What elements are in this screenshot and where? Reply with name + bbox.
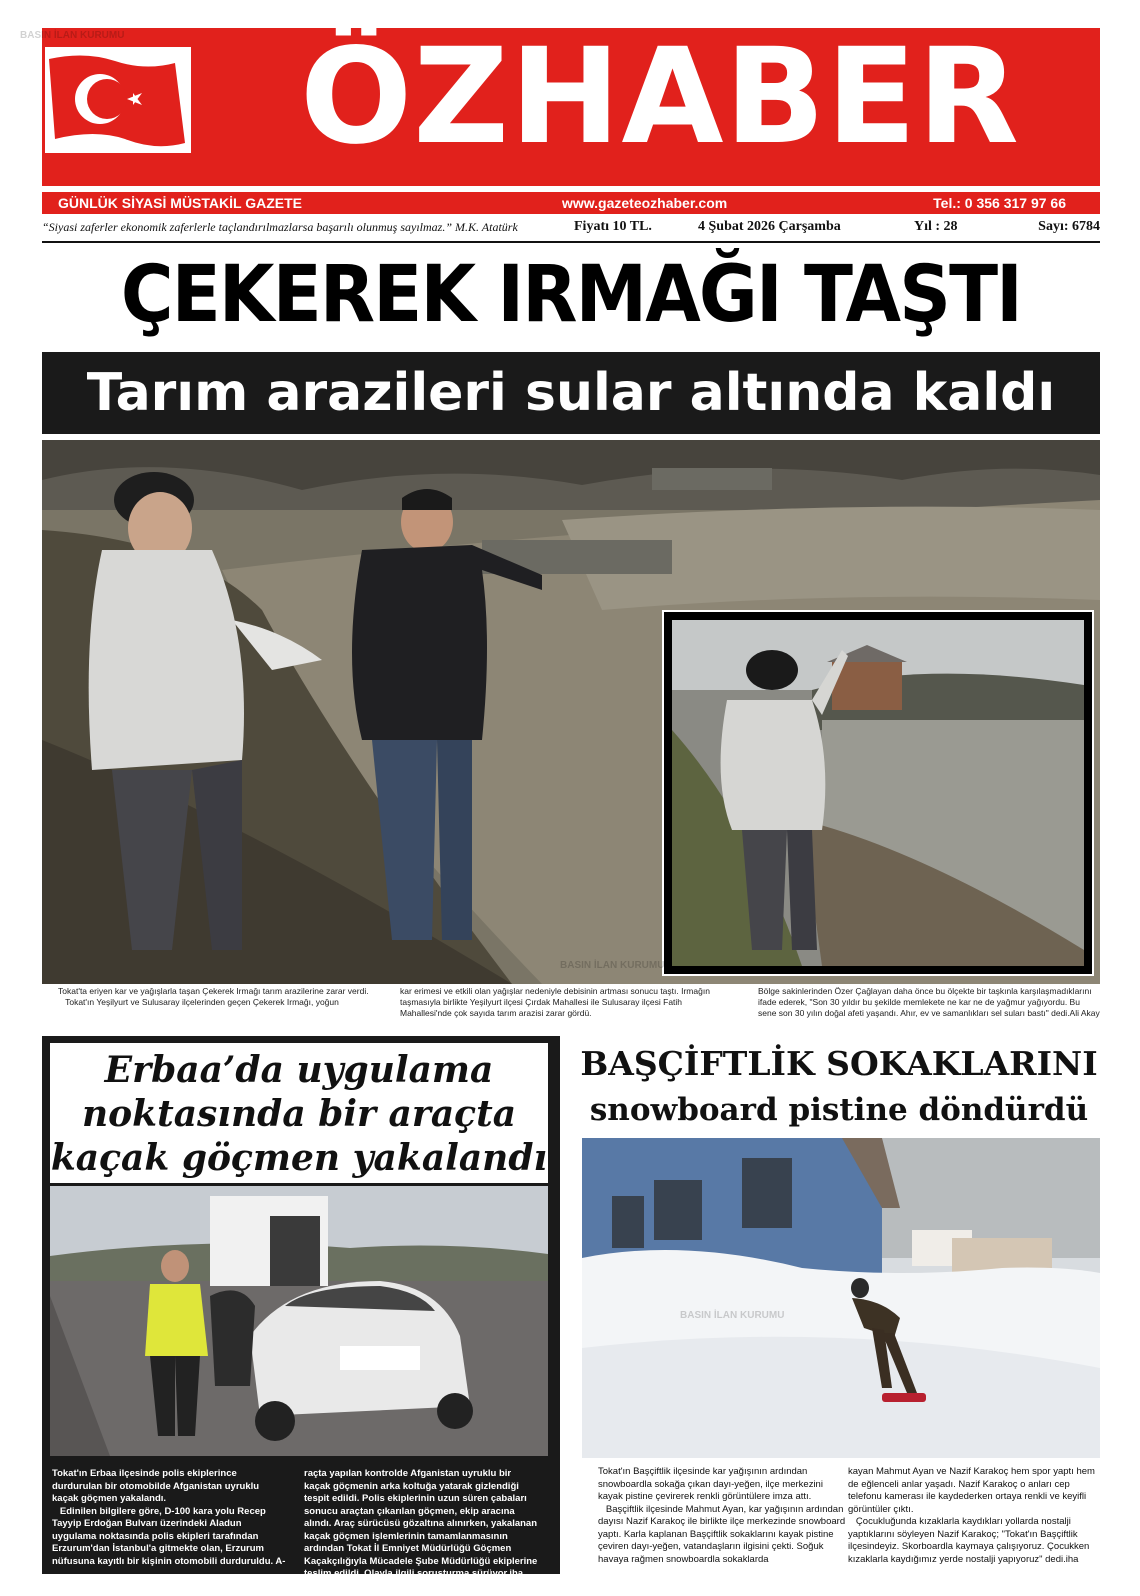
year: Yıl : 28 (914, 219, 958, 234)
info-line (42, 216, 1100, 238)
basciftlik-col1: Tokat'ın Başçiftlik ilçesinde kar yağışının ardından snowboardla sokağa çıkan dayı-yeğen, ilçe merkezini kayak pistine çevirerek renkli görüntülere imza attı. Başçiftlik ilçesinde Mahmut Ayan, kar yağışının ardından dayısı Nazif Karakoç ile birlikte ilçe merkezinde snowboard yaptı. Karla kaplanan Başçiftlik sokaklarını kayak pistine çeviren dayı-yeğen, vatandaşların ilgisini çekti. Soğuk havaya rağmen snowboardla sokaklarda (598, 1466, 846, 1565)
newspaper-logo: ÖZHABER (300, 20, 1020, 174)
issue-date: 4 Şubat 2026 Çarşamba (698, 219, 841, 234)
website-link[interactable]: www.gazeteozhaber.com (562, 195, 728, 211)
erbaa-col2: raçta yapılan kontrolde Afganistan uyruklu bir kaçak göçmenin arka koltuğa yatarak gizlendiği tespit edildi. Polis ekiplerinin uzun süren çabaları sonucu araçtan çıkarılan göçmen, ekip aracına alındı. Araç sürücüsü gözaltına alınırken, yakalanan kaçak göçmen işlemlerinin tamamlanmasının ardından Tokat İl Emniyet Müdürlüğü Göçmen Kaçakçılığıyla Mücadele Şube Müdürlüğü ekiplerine teslim edildi. Olayla ilgili soruşturma sürüyor.iha (304, 1468, 538, 1579)
phone-number: Tel.: 0 356 317 97 66 (933, 195, 1066, 211)
erbaa-story (42, 1036, 560, 1462)
main-story-col3: Bölge sakinlerinden Özer Çağlayan daha önce bu ölçekte bir taşkınla karşılaşmadıklarını ifade ederek, "Son 30 yıldır bu şekilde memlekete ne kar ne de yağmur yağıyordu. Bu sene son 30 yılın doğal afeti yaşandı. Ahır, ev ve samanlıkları sel suları bastı" dedi.Ali Akay (758, 986, 1100, 1018)
turkish-flag-icon (44, 46, 192, 154)
divider (42, 241, 1100, 243)
tagline-strip (42, 192, 1100, 214)
main-story-col1: Tokat'ta eriyen kar ve yağışlarla taşan Çekerek Irmağı tarım arazilerine zarar verdi. Tokat'ın Yeşilyurt ve Sulusaray ilçelerinden geçen Çekerek Irmağı, yoğun (58, 986, 369, 1007)
erbaa-photo (50, 1186, 548, 1456)
price: Fiyatı 10 TL. (574, 219, 652, 234)
main-subheadline: Tarım arazileri sular altında kaldı (42, 352, 1100, 434)
issue-number: Sayı: 6784 (1038, 219, 1100, 234)
main-headline: ÇEKEREK IRMAĞI TAŞTI (120, 250, 1022, 340)
erbaa-col1: Tokat'ın Erbaa ilçesinde polis ekiplerince durdurulan bir otomobilde Afganistan uyruklu kaçak göçmen yakalandı. Edinilen bilgilere göre, D-100 kara yolu Recep Tayyip Erdoğan Bulvarı üzerindeki Aladun uygulama noktasında polis ekipleri tarafından Erzurum'dan İstanbul'a gitmekte olan, Erzurum nüfusuna kayıtlı bir kişinin otomobili durduruldu. A- (52, 1468, 286, 1567)
main-story-col2: kar erimesi ve etkili olan yağışlar nedeniyle debisinin artması sonucu taştı. Irmağın taşmasıyla birlikte Yeşilyurt ilçesi Çırdak Mahallesi ile Sulusaray ilçesi Fatih Mahallesi'nde çok sayıda tarım arazisi zarar gördü. (400, 986, 710, 1018)
erbaa-headline: Erbaa’da uygulama noktasında bir araçta kaçak göçmen yakalandı (50, 1043, 548, 1183)
basciftlik-subheadline: snowboard pistine döndürdü (589, 1092, 1089, 1128)
basciftlik-headline: BAŞÇİFTLİK SOKAKLARINI (580, 1044, 1098, 1083)
basciftlik-col2: kayan Mahmut Ayan ve Nazif Karakoç hem spor yaptı hem de eğlenceli anlar yaşadı. Nazif Karakoç o anları cep telefonu kamerası ile kaydederken ortaya renkli ve keyifli görüntüler çıktı. Çocukluğunda kızaklarla kaydıkları yollarda nostalji yaptıklarını söyleyen Nazif Karakoç; "Tokat'ın Başçiftlik ilçesindeyiz. Skorboardla kaymaya çalışıyoruz. Çocukken kızaklarla kaydığımız yerde nostalji yapıyoruz" dedi.iha (848, 1466, 1095, 1565)
main-photo (42, 440, 1100, 984)
watermark-label: BASIN İLAN KURUMU (20, 30, 125, 41)
ataturk-quote: “Siyasi zaferler ekonomik zaferlerle taçlandırılmazlarsa başarılı olunmuş sayılmaz.” M.K. Atatürk (42, 220, 518, 234)
watermark-label: BASIN İLAN KURUMU (560, 960, 665, 971)
slogan: GÜNLÜK SİYASİ MÜSTAKİL GAZETE (58, 195, 302, 211)
watermark-label: BASIN İLAN KURUMU (680, 1310, 785, 1321)
inset-photo (664, 612, 1092, 974)
erbaa-story-text (42, 1462, 560, 1579)
masthead (42, 20, 1100, 186)
basciftlik-photo (582, 1138, 1100, 1458)
